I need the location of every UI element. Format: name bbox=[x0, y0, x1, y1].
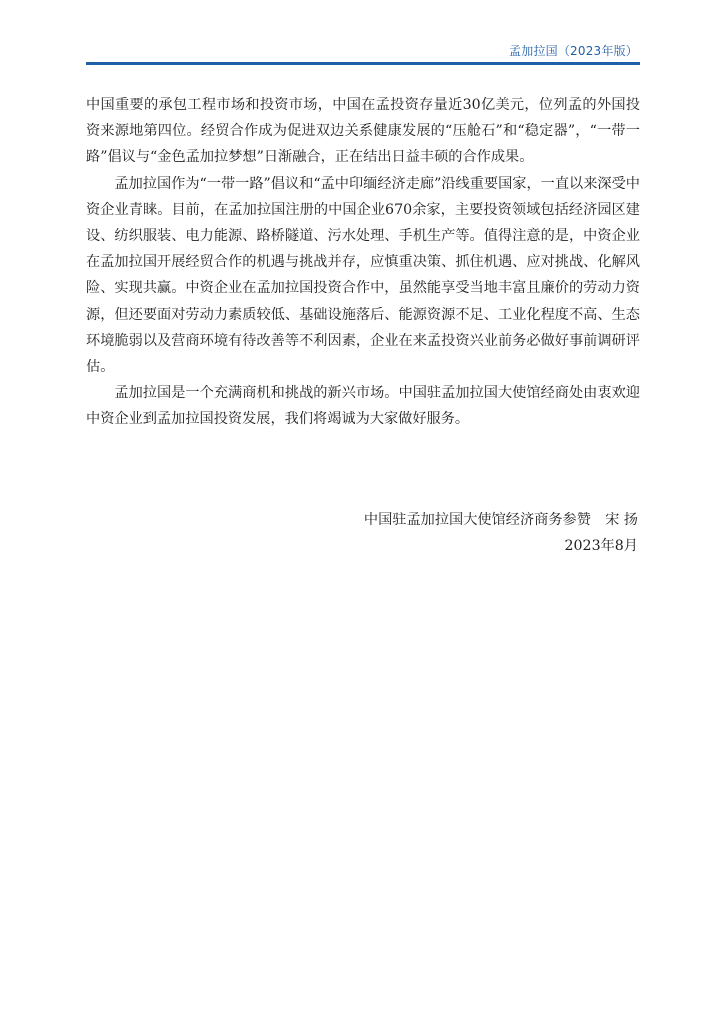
paragraph-continuation: 中国重要的承包工程市场和投资市场，中国在孟投资存量近30亿美元，位列孟的外国投资来源地第四位。经贸合作成为促进双边关系健康发展的“压舱石”和“稳定器”，“一带一路”倡议与“金色孟加拉梦想”日渐融合，正在结出日益丰硕的合作成果。 bbox=[86, 97, 640, 166]
signature-date: 2023年8月 bbox=[564, 538, 638, 555]
header-divider bbox=[86, 62, 640, 65]
paragraph: 孟加拉国作为“一带一路”倡议和“孟中印缅经济走廊”沿线重要国家，一直以来深受中资企业青睐。目前，在孟加拉国注册的中国企业670余家，主要投资领域包括经济园区建设、纺织服装、电力能源、路桥隧道、污水处理、手机生产等。值得注意的是，中资企业在孟加拉国开展经贸合作的机遇与挑战并存，应慎重决策、抓住机遇、应对挑战、化解风险、实现共赢。中资企业在孟加拉国投资合作中，虽然能享受当地丰富且廉价的劳动力资源，但还要面对劳动力素质较低、基础设施落后、能源资源不足、工业化程度不高、生态环境脆弱以及营商环境有待改善等不利因素，企业在来孟投资兴业前务必做好事前调研评估。 bbox=[86, 175, 640, 376]
signature-block bbox=[364, 507, 638, 559]
paragraph: 孟加拉国是一个充满商机和挑战的新兴市场。中国驻孟加拉国大使馆经商处由衷欢迎中资企业到孟加拉国投资发展，我们将竭诚为大家做好服务。 bbox=[86, 385, 640, 428]
running-header-title: 孟加拉国（2023年版） bbox=[509, 44, 638, 58]
signature-author: 中国驻孟加拉国大使馆经济商务参赞 宋 扬 bbox=[363, 512, 638, 528]
main-text bbox=[86, 92, 640, 433]
page-header bbox=[86, 40, 640, 62]
